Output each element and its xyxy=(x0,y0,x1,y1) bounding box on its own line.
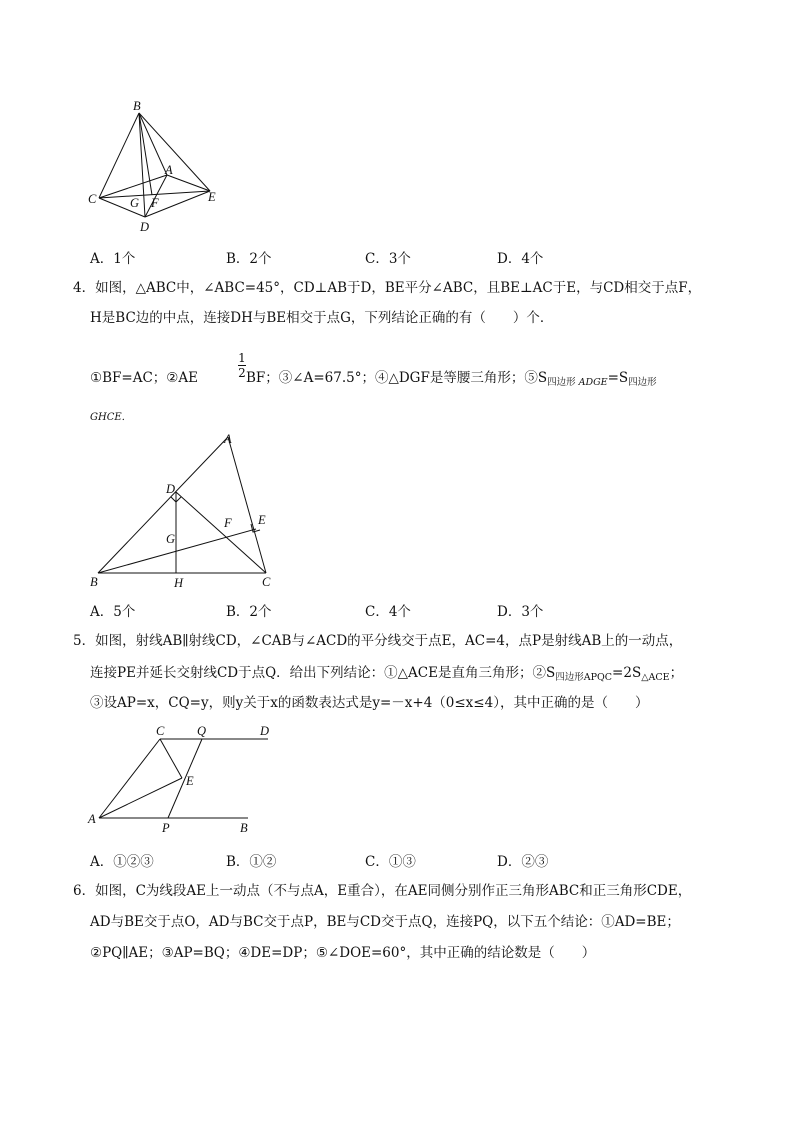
q5-option-c: C．①③ xyxy=(365,854,416,870)
q5-label-e: E xyxy=(186,774,194,788)
q4-statement-part-d: GHCE． xyxy=(90,412,132,423)
q4-statement-part-a: ①BF=AC；②AE xyxy=(90,370,198,386)
q4-fraction-numerator: 1 xyxy=(238,351,246,365)
q3-option-b: B．2个 xyxy=(226,251,272,267)
q4-option-a: A．5个 xyxy=(90,604,136,620)
q3-option-a: A．1个 xyxy=(90,251,136,267)
q4-statement-part-b xyxy=(246,369,657,392)
q5-line-2-sub1: 四边形APQC xyxy=(555,672,613,683)
q5-figure xyxy=(80,720,280,840)
q5-line-2-b: =2S xyxy=(612,665,642,681)
q6-line-1: 6．如图，C为线段AE上一动点（不与点A，E重合），在AE同侧分别作正三角形ABC和正三角形CDE， xyxy=(73,883,692,899)
q3-label-f: F xyxy=(151,196,159,210)
q4-line-2: H是BC边的中点，连接DH与BE相交于点G，下列结论正确的有（ ）个． xyxy=(90,310,554,326)
q5-option-a: A．①②③ xyxy=(90,854,154,870)
q5-label-p: P xyxy=(162,821,170,835)
q5-label-c: C xyxy=(156,724,165,738)
q4-label-g: G xyxy=(166,532,176,546)
q4-figure xyxy=(80,425,290,595)
q4-fraction-denominator: 2 xyxy=(238,366,246,380)
q4-label-f: F xyxy=(224,516,232,530)
q3-label-e: E xyxy=(208,190,216,204)
q4-fraction xyxy=(238,352,246,379)
q4-label-e: E xyxy=(258,513,266,527)
q4-label-d: D xyxy=(166,482,176,496)
q4-stmt-sub1: 四边形 xyxy=(547,377,576,388)
q4-label-a: A xyxy=(224,432,232,446)
q3-figure xyxy=(80,95,230,240)
q4-option-d: D．3个 xyxy=(497,604,544,620)
q6-line-3: ②PQ∥AE；③AP=BQ；④DE=DP；⑤∠DOE=60°，其中正确的结论数是（ ） xyxy=(90,945,596,961)
q5-line-2 xyxy=(90,664,683,687)
q3-label-a: A xyxy=(165,163,173,177)
q5-option-b: B．①② xyxy=(226,854,277,870)
q4-label-b: B xyxy=(90,575,98,589)
q4-stmt-b-text: BF；③∠A=67.5°；④△DGF是等腰三角形；⑤S xyxy=(246,370,548,386)
q3-label-d: D xyxy=(140,220,150,234)
q4-label-h: H xyxy=(174,576,184,590)
q3-option-c: C．3个 xyxy=(365,251,411,267)
q5-label-b: B xyxy=(240,821,248,835)
q5-line-3: ③设AP=x，CQ=y，则y关于x的函数表达式是y=－x+4（0≤x≤4），其中正确的是（ ） xyxy=(90,695,649,711)
q5-label-a: A xyxy=(88,812,96,826)
q5-line-2-sub2: △ACE xyxy=(641,672,670,683)
q5-option-d: D．②③ xyxy=(497,854,549,870)
q3-label-b: B xyxy=(133,99,141,113)
q5-line-1: 5．如图，射线AB∥射线CD，∠CAB与∠ACD的平分线交于点E，AC=4，点P是射线AB上的一动点， xyxy=(73,633,683,649)
q5-label-d: D xyxy=(260,724,270,738)
q4-option-b: B．2个 xyxy=(226,604,272,620)
q4-stmt-sub2: 四边形 xyxy=(628,377,657,388)
q4-option-c: C．4个 xyxy=(365,604,411,620)
q3-label-g: G xyxy=(130,196,140,210)
q5-line-2-a: 连接PE并延长交射线CD于点Q．给出下列结论：①△ACE是直角三角形；②S xyxy=(90,665,556,681)
q4-label-c: C xyxy=(262,575,271,589)
q5-line-2-c: ； xyxy=(669,665,684,681)
q6-line-2: AD与BE交于点O，AD与BC交于点P，BE与CD交于点Q，连接PQ，以下五个结论：①AD=BE； xyxy=(90,914,680,930)
q3-label-c: C xyxy=(88,192,97,206)
q4-stmt-sub1b: ADGE xyxy=(578,377,608,388)
q4-line-1: 4．如图，△ABC中，∠ABC=45°，CD⊥AB于D，BE平分∠ABC，且BE⊥AC于E，与CD相交于点F， xyxy=(73,280,702,296)
q3-option-d: D．4个 xyxy=(497,251,544,267)
q4-stmt-c-text: =S xyxy=(607,370,629,386)
q5-label-q: Q xyxy=(197,724,207,738)
